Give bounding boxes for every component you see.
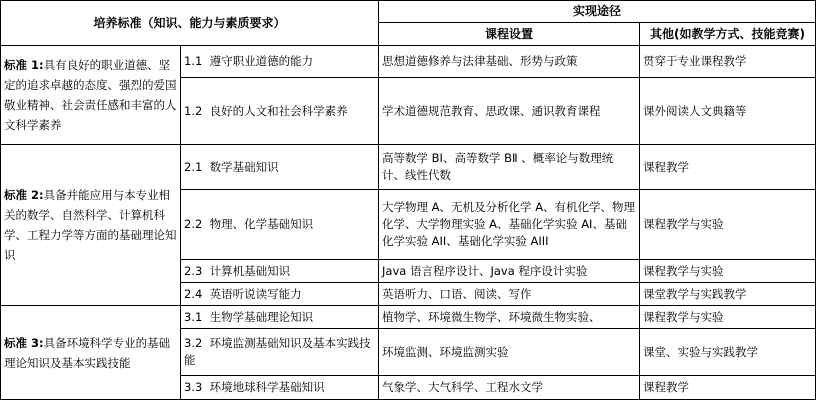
- item-code: 3.2: [184, 336, 203, 350]
- other-cell: 贯穿于专业课程教学: [640, 46, 816, 78]
- item-code: 2.3: [184, 263, 203, 278]
- standard-label: 标准 1:: [4, 58, 44, 72]
- table-row: [1, 306, 816, 329]
- item-cell: [181, 376, 379, 400]
- other-cell: 课程教学与实验: [640, 260, 816, 283]
- course-cell: 环境监测、环境监测实验: [379, 329, 640, 376]
- item-code: 1.2: [184, 103, 203, 118]
- header-row-1: [1, 1, 816, 23]
- standard-cell: [1, 145, 181, 306]
- other-cell: 课外阅读人文典籍等: [640, 78, 816, 145]
- course-cell: 英语听力、口语、阅读、写作: [379, 283, 640, 306]
- item-cell: [181, 145, 379, 190]
- standard-label: 标准 3:: [4, 335, 44, 350]
- item-cell: [181, 306, 379, 329]
- table-row: [1, 145, 816, 190]
- other-cell: 课程教学与实验: [640, 190, 816, 260]
- course-cell: 植物学、环境微生物学、环境微生物实验、: [379, 306, 640, 329]
- item-name: 遵守职业道德的能力: [209, 54, 314, 68]
- course-cell: 气象学、大气科学、工程水文学: [379, 376, 640, 400]
- item-code: 2.1: [184, 159, 203, 174]
- header-course-setting: 课程设置: [379, 23, 640, 46]
- item-code: 2.2: [184, 217, 203, 231]
- item-name: 环境地球科学基础知识: [209, 380, 325, 394]
- standard-cell: [1, 46, 181, 145]
- course-cell: 思想道德修养与法律基础、形势与政策: [379, 46, 640, 78]
- course-cell: 高等数学 BI、高等数学 BⅡ 、概率论与数理统计、线性代数: [379, 145, 640, 190]
- other-cell: 课程教学与实验: [640, 306, 816, 329]
- other-cell: 课堂教学与实践教学: [640, 283, 816, 306]
- standard-text: 具有良好的职业道德、坚定的追求卓越的态度、强烈的爱国敬业精神、社会责任感和丰富的人文科学素养: [4, 58, 177, 132]
- standard-cell: [1, 306, 181, 400]
- header-other: 其他(如教学方式、技能竞赛): [640, 23, 816, 46]
- item-name: 良好的人文和社会科学素养: [209, 103, 348, 118]
- item-name: 生物学基础理论知识: [209, 309, 314, 324]
- other-cell: 课程教学: [640, 145, 816, 190]
- header-training-standard: 培养标准（知识、能力与素质要求）: [1, 1, 379, 46]
- item-code: 3.3: [184, 380, 203, 394]
- item-cell: [181, 283, 379, 306]
- table-row: [1, 46, 816, 78]
- item-name: 环境监测基础知识及基本实践技能: [184, 336, 371, 367]
- other-cell: 课堂、实验与实践教学: [640, 329, 816, 376]
- course-cell: 大学物理 A、无机及分析化学 A、有机化学、物理化学、大学物理实验 A、基础化学实验 AI、基础化学实验 AII、基础化学实验 AIII: [379, 190, 640, 260]
- item-cell: [181, 190, 379, 260]
- standard-text: 具备环境科学专业的基础理论知识及基本实践技能: [4, 335, 171, 370]
- item-name: 物理、化学基础知识: [209, 217, 314, 231]
- course-cell: 学术道德规范教育、思政课、通识教育课程: [379, 78, 640, 145]
- item-cell: [181, 46, 379, 78]
- item-name: 数学基础知识: [209, 159, 279, 174]
- header-approach: 实现途径: [379, 1, 816, 23]
- item-cell: [181, 78, 379, 145]
- course-cell: Java 语言程序设计、Java 程序设计实验: [379, 260, 640, 283]
- standard-text: 具备并能应用与本专业相关的数学、自然科学、计算机科学、工程力学等方面的基础理论知识: [4, 188, 177, 262]
- item-code: 2.4: [184, 286, 203, 301]
- item-name: 计算机基础知识: [209, 263, 291, 278]
- item-cell: [181, 260, 379, 283]
- item-code: 1.1: [184, 54, 203, 68]
- standard-label: 标准 2:: [4, 188, 44, 202]
- item-cell: [181, 329, 379, 376]
- item-name: 英语听说读写能力: [209, 286, 302, 301]
- item-code: 3.1: [184, 309, 203, 324]
- other-cell: 课程教学: [640, 376, 816, 400]
